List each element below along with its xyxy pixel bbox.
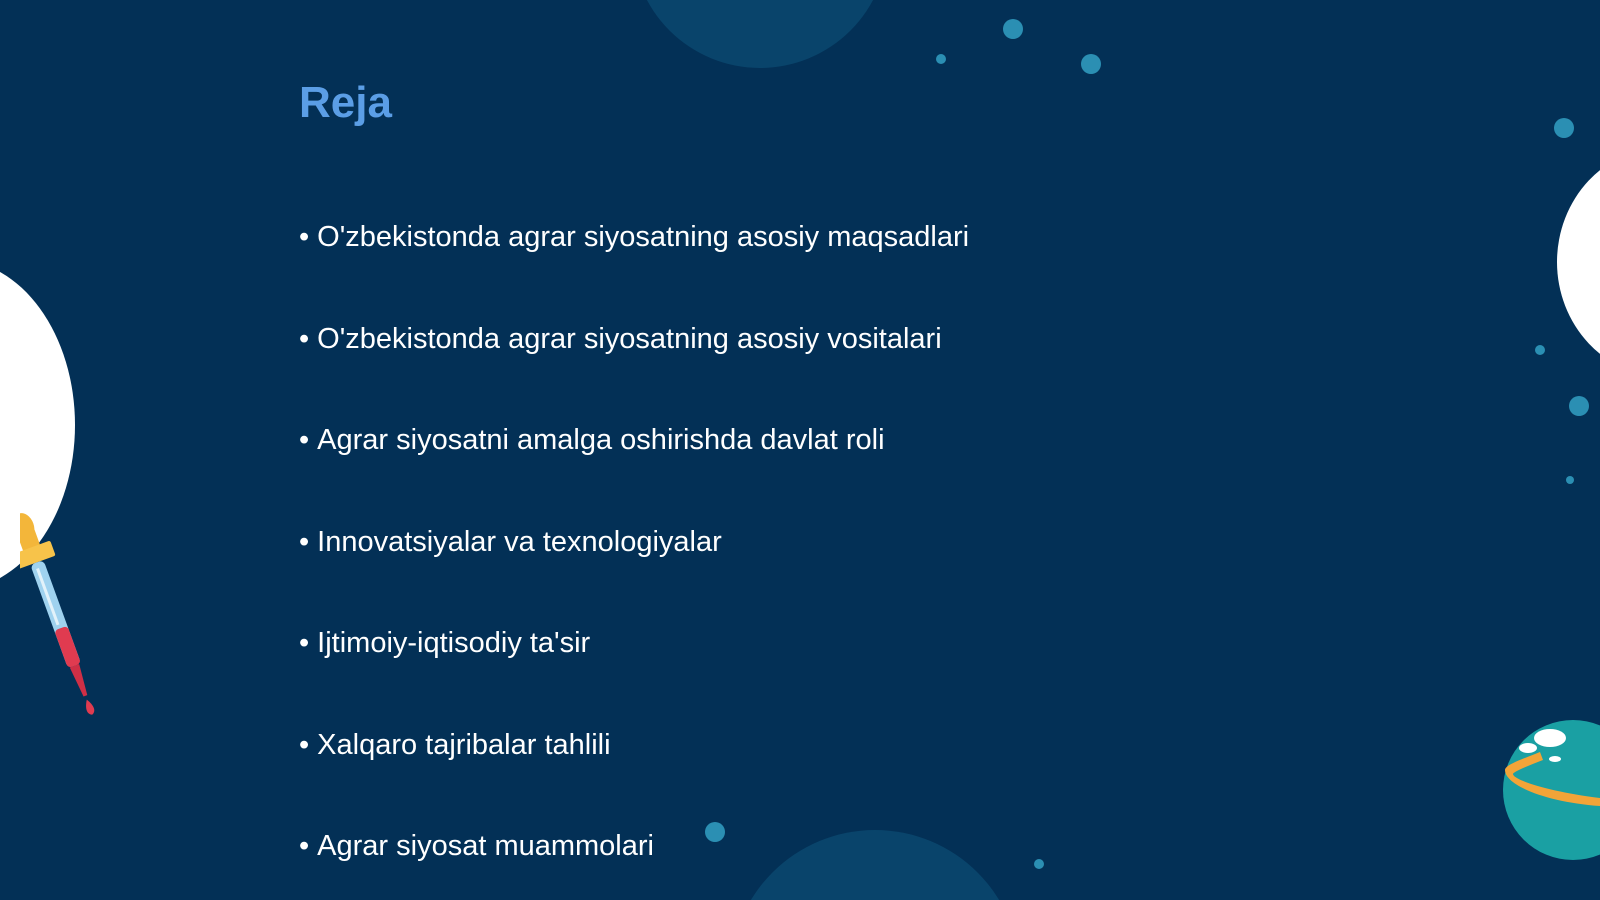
- dropper-icon: [20, 505, 120, 740]
- left-white-blob: [0, 260, 75, 590]
- dot: [1554, 118, 1574, 138]
- list-item-text: Agrar siyosat muammolari: [317, 830, 654, 862]
- dot: [1569, 396, 1589, 416]
- bullet-symbol: •: [299, 424, 310, 456]
- dot: [1535, 345, 1545, 355]
- list-item: [299, 830, 969, 900]
- list-item: [299, 526, 969, 628]
- dot: [1081, 54, 1101, 74]
- list-item: [299, 424, 969, 526]
- bullet-list: [299, 221, 969, 900]
- bullet-symbol: •: [299, 627, 310, 659]
- bullet-symbol: •: [299, 728, 310, 761]
- list-item-text: Innovatsiyalar va texnologiyalar: [317, 525, 722, 558]
- list-item: [299, 323, 969, 425]
- list-item: [299, 627, 969, 729]
- bullet-symbol: •: [299, 830, 310, 862]
- dot: [936, 54, 946, 64]
- right-white-blob: [1557, 147, 1600, 377]
- list-item: [299, 221, 969, 323]
- list-item-text: O'zbekistonda agrar siyosatning asosiy vositalari: [317, 322, 942, 355]
- dot: [1034, 859, 1044, 869]
- dot: [1003, 19, 1023, 39]
- list-item-text: Agrar siyosatni amalga oshirishda davlat roli: [317, 424, 885, 456]
- list-item-text: Xalqaro tajribalar tahlili: [317, 728, 611, 761]
- top-bubble: [632, 0, 888, 68]
- list-item: [299, 729, 969, 831]
- bullet-symbol: •: [299, 322, 310, 355]
- list-item-text: Ijtimoiy-iqtisodiy ta'sir: [317, 627, 591, 659]
- bullet-symbol: •: [299, 221, 310, 253]
- list-item-text: O'zbekistonda agrar siyosatning asosiy maqsadlari: [317, 221, 970, 253]
- slide-title: Reja: [299, 78, 392, 127]
- planet-icon: [1450, 710, 1600, 870]
- dot: [1566, 476, 1574, 484]
- bullet-symbol: •: [299, 525, 310, 558]
